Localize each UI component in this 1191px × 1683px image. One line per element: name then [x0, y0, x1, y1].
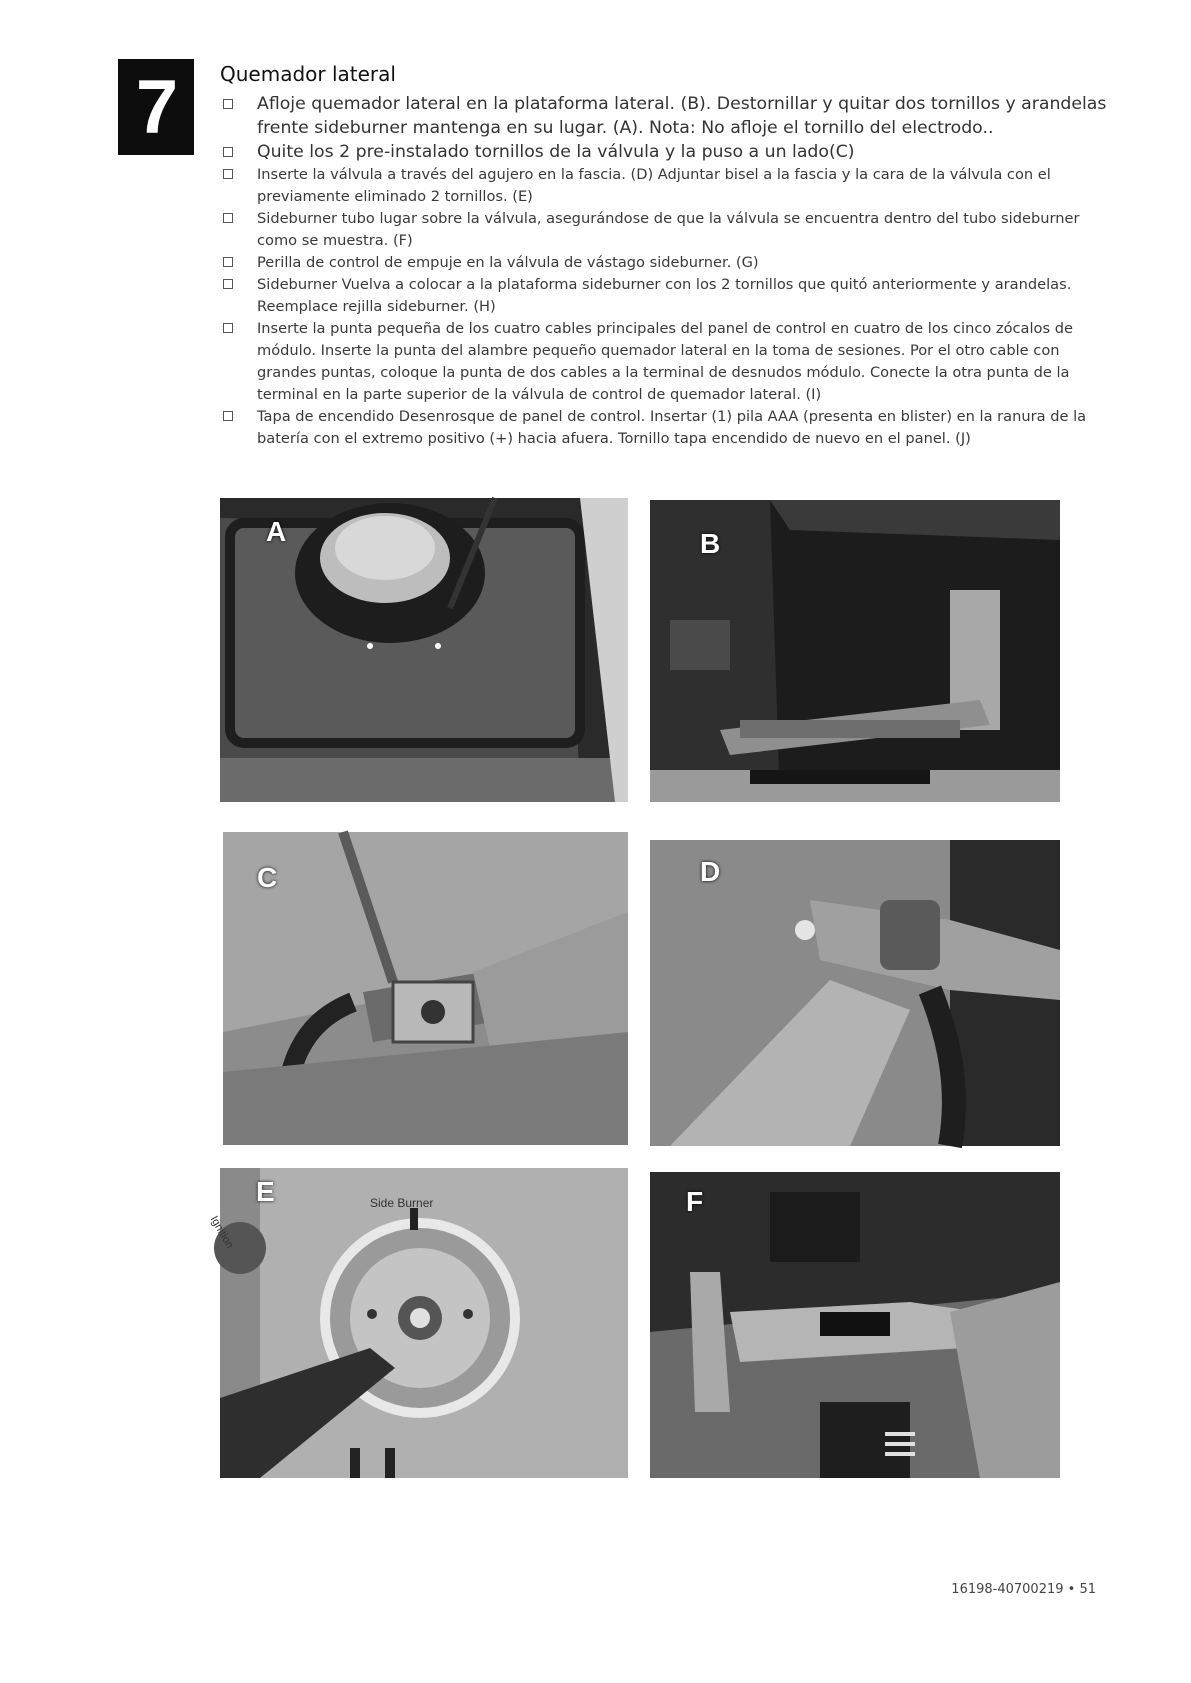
photo-label: B [700, 528, 721, 559]
photo-a [220, 498, 628, 802]
photo-b [650, 500, 1060, 802]
panel-label-ignition: Ignition [207, 1214, 236, 1251]
instruction-item: Perilla de control de empuje en la válvula de vástago sideburner. (G) [220, 252, 1120, 274]
instruction-item: Sideburner tubo lugar sobre la válvula, asegurándose de que la válvula se encuentra dentro del tubo sideburner como se muestra. (F) [220, 208, 1120, 252]
checkbox-bullet-icon [223, 257, 233, 267]
instruction-item: Inserte la punta pequeña de los cuatro cables principales del panel de control en cuatro de los cinco zócalos de módulo. Inserte la punta del alambre pequeño quemador lateral en la toma de sesiones. Por el otro cable con grandes puntas, coloque la punta de dos cables a la terminal de desnudos módulo. Conecte la otra punta de la terminal en la parte superior de la válvula de control de quemador lateral. (I) [220, 318, 1120, 406]
checkbox-bullet-icon [223, 323, 233, 333]
instruction-list [220, 92, 1120, 450]
photo-label: E [256, 1176, 275, 1207]
page-footer-reference: 16198-40700219 • 51 [951, 1582, 1096, 1597]
photo-d [650, 840, 1060, 1146]
checkbox-bullet-icon [223, 213, 233, 223]
checkbox-bullet-icon [223, 411, 233, 421]
checkbox-bullet-icon [223, 279, 233, 289]
instruction-item: Tapa de encendido Desenrosque de panel de control. Insertar (1) pila AAA (presenta en blister) en la ranura de la batería con el extremo positivo (+) hacia afuera. Tornillo tapa encendido de nuevo en el panel. (J) [220, 406, 1120, 450]
checkbox-bullet-icon [223, 169, 233, 179]
checkbox-bullet-icon [223, 147, 233, 157]
instruction-item: Quite los 2 pre-instalado tornillos de la válvula y la puso a un lado(C) [220, 140, 1120, 164]
photo-f [650, 1172, 1060, 1478]
photo-e [207, 1168, 628, 1478]
instruction-item: Inserte la válvula a través del agujero en la fascia. (D) Adjuntar bisel a la fascia y la cara de la válvula con el previamente eliminado 2 tornillos. (E) [220, 164, 1120, 208]
photo-c [223, 832, 628, 1145]
valve-screws-image [223, 832, 628, 1145]
checkbox-bullet-icon [223, 99, 233, 109]
photo-label: A [266, 516, 287, 547]
photo-label: F [686, 1186, 704, 1217]
instruction-item: Sideburner Vuelva a colocar a la plataforma sideburner con los 2 tornillos que quitó anteriormente y arandelas. Reemplace rejilla sideburner. (H) [220, 274, 1120, 318]
photo-label: D [700, 856, 721, 887]
sideburner-tube-image [650, 1172, 1060, 1478]
panel-label-side-burner: Side Burner [370, 1196, 434, 1210]
instruction-item: Afloje quemador lateral en la plataforma lateral. (B). Destornillar y quitar dos tornillos y arandelas frente sideburner mantenga en su lugar. (A). Nota: No afloje el tornillo del electrodo.. [220, 92, 1120, 140]
step-number-badge [118, 59, 194, 155]
step-number: 7 [135, 64, 177, 150]
section-title: Quemador lateral [220, 62, 396, 86]
photo-label: C [257, 862, 278, 893]
control-panel-bezel-image [220, 1168, 628, 1478]
